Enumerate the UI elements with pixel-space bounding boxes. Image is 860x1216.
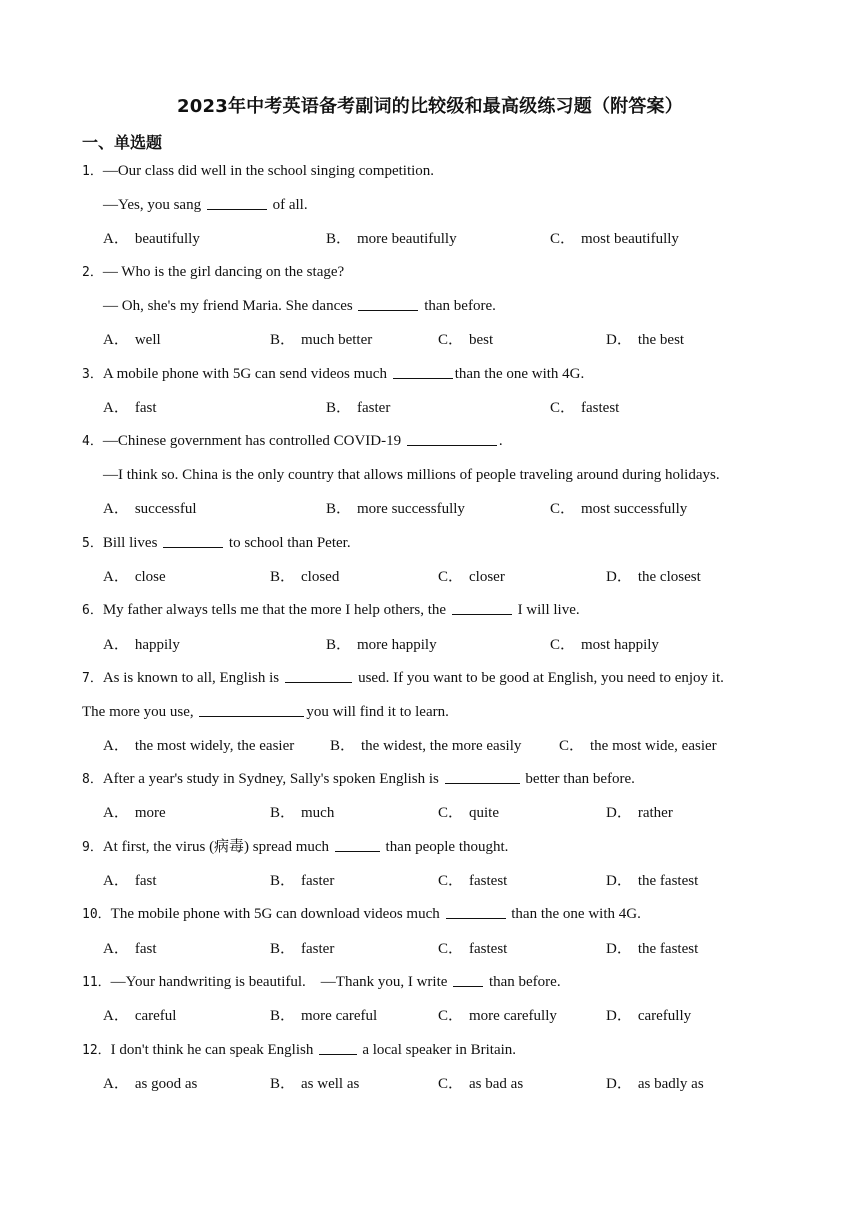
- answer-blank: [319, 1054, 357, 1055]
- option-text: most happily: [581, 637, 659, 653]
- option-key: D．: [606, 873, 632, 889]
- answer-blank: [163, 547, 223, 548]
- question-stem: [82, 904, 641, 925]
- option-text: faster: [301, 873, 335, 889]
- option-text: the widest, the more easily: [361, 738, 522, 754]
- option-b: [330, 736, 521, 756]
- option-key: B．: [330, 738, 356, 754]
- question-text: I don't think he can speak English: [110, 1042, 318, 1058]
- document-title: 2023年中考英语备考副词的比较级和最高级练习题（附答案）: [177, 96, 683, 117]
- question-text: to school than Peter.: [225, 535, 351, 551]
- option-b: [270, 567, 339, 587]
- question-number: 11．: [82, 975, 111, 990]
- option-a: [103, 635, 180, 655]
- option-key: D．: [606, 569, 632, 585]
- option-text: the best: [637, 332, 685, 348]
- option-text: rather: [637, 805, 673, 821]
- option-key: A．: [103, 400, 129, 416]
- question-text: The more you use,: [82, 704, 198, 720]
- option-a: [103, 939, 157, 959]
- question-stem: [82, 533, 351, 554]
- option-key: B．: [270, 332, 296, 348]
- option-key: B．: [270, 1008, 296, 1024]
- option-key: A．: [103, 332, 129, 348]
- option-text: the closest: [637, 569, 701, 585]
- option-a: [103, 803, 166, 823]
- option-c: [438, 567, 505, 587]
- question-text: than the one with 4G.: [507, 906, 641, 922]
- question-text: —Your handwriting is beautiful. —Thank you, I write: [110, 974, 452, 990]
- question-number: 6．: [82, 603, 103, 618]
- question-stem: [82, 364, 584, 385]
- option-text: the most widely, the easier: [134, 738, 295, 754]
- option-a: [103, 1006, 176, 1026]
- option-text: fast: [134, 400, 157, 416]
- question-number: 3．: [82, 367, 103, 382]
- question-number: 4．: [82, 434, 103, 449]
- question-text: used. If you want to be good at English, you need to enjoy it.: [354, 670, 724, 686]
- question-text: As is known to all, English is: [102, 670, 283, 686]
- question-text: of all.: [268, 197, 308, 213]
- question-text: than people thought.: [381, 839, 509, 855]
- option-c: [550, 635, 659, 655]
- option-key: C．: [438, 332, 464, 348]
- option-text: fast: [134, 873, 157, 889]
- option-text: fastest: [469, 941, 508, 957]
- option-key: A．: [103, 1008, 129, 1024]
- question-text: The mobile phone with 5G can download videos much: [110, 906, 444, 922]
- question-stem: [82, 600, 580, 621]
- option-b: [326, 398, 390, 418]
- option-key: B．: [326, 637, 352, 653]
- answer-blank: [393, 378, 453, 379]
- option-key: C．: [438, 569, 464, 585]
- option-a: [103, 736, 294, 756]
- option-text: more beautifully: [357, 231, 457, 247]
- option-a: [103, 871, 157, 891]
- option-text: the most wide, easier: [590, 738, 717, 754]
- answer-blank: [199, 716, 304, 717]
- option-key: B．: [270, 805, 296, 821]
- question-number: 10．: [82, 907, 111, 922]
- option-b: [326, 635, 437, 655]
- option-c: [438, 1006, 557, 1026]
- option-text: closed: [301, 569, 340, 585]
- option-key: D．: [606, 332, 632, 348]
- option-c: [438, 871, 507, 891]
- option-text: happily: [134, 637, 180, 653]
- section-heading: 一、单选题: [82, 133, 163, 152]
- option-text: successful: [134, 501, 197, 517]
- option-text: more careful: [301, 1008, 378, 1024]
- option-d: [606, 330, 684, 350]
- question-number: 1．: [82, 164, 103, 179]
- option-key: B．: [270, 1076, 296, 1092]
- option-c: [438, 803, 499, 823]
- option-key: D．: [606, 941, 632, 957]
- option-key: A．: [103, 738, 129, 754]
- option-text: fast: [134, 941, 157, 957]
- question-line: [103, 465, 720, 485]
- question-number: 2．: [82, 265, 103, 280]
- option-key: D．: [606, 1008, 632, 1024]
- option-key: C．: [438, 1008, 464, 1024]
- option-b: [270, 1006, 377, 1026]
- question-number: 8．: [82, 772, 103, 787]
- question-text: At first, the virus (病毒) spread much: [102, 839, 333, 855]
- question-stem: [82, 972, 561, 993]
- option-key: A．: [103, 231, 129, 247]
- option-text: as bad as: [469, 1076, 524, 1092]
- option-key: A．: [103, 501, 129, 517]
- question-text: —I think so. China is the only country that allows millions of people traveling around during holidays.: [103, 467, 720, 483]
- option-key: D．: [606, 1076, 632, 1092]
- option-a: [103, 567, 166, 587]
- question-stem: [82, 161, 434, 182]
- option-key: C．: [550, 501, 576, 517]
- answer-blank: [445, 783, 520, 784]
- answer-blank: [285, 682, 353, 683]
- question-stem: [82, 668, 724, 689]
- option-key: C．: [550, 231, 576, 247]
- option-d: [606, 803, 673, 823]
- option-c: [550, 229, 679, 249]
- option-key: A．: [103, 569, 129, 585]
- option-b: [270, 939, 334, 959]
- question-line: [82, 702, 449, 722]
- option-text: as badly as: [637, 1076, 704, 1092]
- option-key: A．: [103, 805, 129, 821]
- option-text: fastest: [469, 873, 508, 889]
- answer-blank: [452, 614, 512, 615]
- option-key: C．: [438, 1076, 464, 1092]
- question-text: A mobile phone with 5G can send videos much: [102, 366, 391, 382]
- question-line: [103, 195, 308, 215]
- question-text: —Our class did well in the school singing competition.: [102, 163, 435, 179]
- question-text: —Yes, you sang: [103, 197, 205, 213]
- option-key: B．: [326, 501, 352, 517]
- option-a: [103, 1074, 197, 1094]
- option-c: [438, 1074, 523, 1094]
- option-a: [103, 499, 197, 519]
- option-text: best: [469, 332, 494, 348]
- option-text: the fastest: [637, 941, 699, 957]
- option-c: [550, 398, 619, 418]
- option-text: quite: [469, 805, 500, 821]
- question-text: —Chinese government has controlled COVID-19: [102, 433, 405, 449]
- option-key: C．: [559, 738, 585, 754]
- option-key: A．: [103, 873, 129, 889]
- option-text: more: [134, 805, 166, 821]
- option-text: as well as: [301, 1076, 360, 1092]
- option-key: C．: [438, 805, 464, 821]
- answer-blank: [453, 986, 483, 987]
- question-stem: [82, 431, 503, 452]
- question-number: 12．: [82, 1043, 111, 1058]
- option-d: [606, 567, 701, 587]
- option-key: B．: [270, 569, 296, 585]
- option-key: B．: [270, 941, 296, 957]
- option-key: A．: [103, 941, 129, 957]
- question-text: than before.: [420, 298, 496, 314]
- option-text: faster: [357, 400, 391, 416]
- option-c: [550, 499, 687, 519]
- question-stem: [82, 262, 344, 283]
- question-text: a local speaker in Britain.: [358, 1042, 517, 1058]
- question-number: 5．: [82, 536, 103, 551]
- question-text: My father always tells me that the more I help others, the: [102, 602, 450, 618]
- option-text: well: [134, 332, 161, 348]
- answer-blank: [335, 851, 380, 852]
- option-d: [606, 871, 698, 891]
- question-number: 7．: [82, 671, 103, 686]
- option-text: beautifully: [134, 231, 200, 247]
- question-stem: [82, 1040, 516, 1061]
- question-text: better than before.: [521, 771, 635, 787]
- option-text: faster: [301, 941, 335, 957]
- option-key: B．: [270, 873, 296, 889]
- option-key: C．: [438, 941, 464, 957]
- question-number: 9．: [82, 840, 103, 855]
- option-key: B．: [326, 231, 352, 247]
- option-text: much better: [301, 332, 373, 348]
- option-b: [270, 1074, 359, 1094]
- answer-blank: [446, 918, 506, 919]
- option-text: most successfully: [581, 501, 688, 517]
- question-text: .: [498, 433, 503, 449]
- answer-blank: [358, 310, 418, 311]
- question-text: I will live.: [513, 602, 580, 618]
- option-b: [270, 330, 372, 350]
- question-text: Bill lives: [102, 535, 162, 551]
- option-a: [103, 398, 157, 418]
- option-d: [606, 939, 698, 959]
- option-text: fastest: [581, 400, 620, 416]
- option-text: most beautifully: [581, 231, 679, 247]
- question-stem: [82, 769, 635, 790]
- option-key: A．: [103, 637, 129, 653]
- option-c: [559, 736, 717, 756]
- option-text: careful: [134, 1008, 177, 1024]
- question-text: than the one with 4G.: [454, 366, 585, 382]
- option-b: [270, 803, 334, 823]
- option-key: A．: [103, 1076, 129, 1092]
- answer-blank: [207, 209, 267, 210]
- option-text: closer: [469, 569, 505, 585]
- question-text: than before.: [485, 974, 561, 990]
- option-d: [606, 1074, 704, 1094]
- option-text: more successfully: [357, 501, 465, 517]
- question-text: you will find it to learn.: [306, 704, 449, 720]
- option-text: as good as: [134, 1076, 198, 1092]
- option-key: C．: [550, 637, 576, 653]
- option-b: [326, 499, 465, 519]
- option-key: B．: [326, 400, 352, 416]
- question-text: — Oh, she's my friend Maria. She dances: [103, 298, 357, 314]
- option-b: [326, 229, 457, 249]
- option-text: carefully: [637, 1008, 692, 1024]
- option-key: C．: [438, 873, 464, 889]
- option-text: more happily: [357, 637, 437, 653]
- option-a: [103, 330, 161, 350]
- answer-blank: [407, 445, 497, 446]
- option-key: C．: [550, 400, 576, 416]
- option-text: much: [301, 805, 335, 821]
- option-text: close: [134, 569, 166, 585]
- question-stem: [82, 837, 508, 858]
- option-d: [606, 1006, 691, 1026]
- option-a: [103, 229, 200, 249]
- option-c: [438, 939, 507, 959]
- question-text: After a year's study in Sydney, Sally's spoken English is: [102, 771, 443, 787]
- option-key: D．: [606, 805, 632, 821]
- option-text: more carefully: [469, 1008, 557, 1024]
- option-b: [270, 871, 334, 891]
- question-line: [103, 296, 496, 316]
- option-text: the fastest: [637, 873, 699, 889]
- option-c: [438, 330, 493, 350]
- question-text: — Who is the girl dancing on the stage?: [102, 264, 345, 280]
